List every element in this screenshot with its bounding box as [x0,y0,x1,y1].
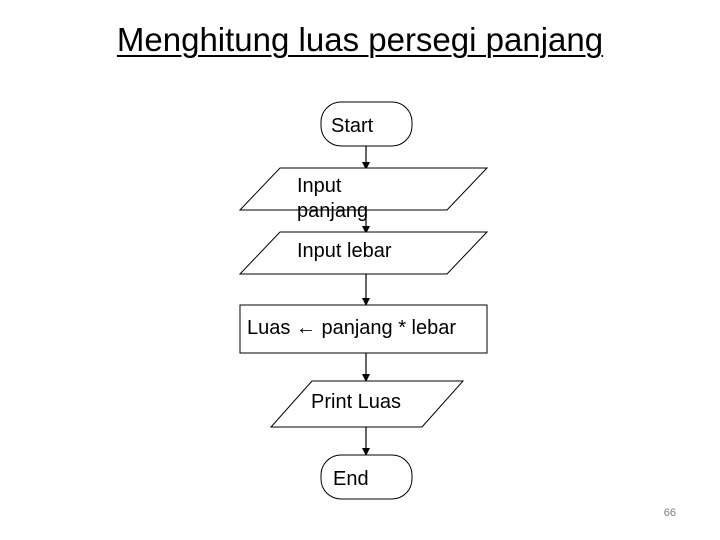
slide-title: Menghitung luas persegi panjang [116,21,604,58]
output-print-label: Print Luas [311,391,402,413]
end-label: End [333,468,369,490]
input-lebar-label: Input lebar [297,240,392,262]
page-number: 66 [663,507,676,519]
process-label: Luas ← panjang * lebar [247,317,457,339]
start-label: Start [331,115,374,137]
input-panjang-label: Input panjang [297,175,369,222]
